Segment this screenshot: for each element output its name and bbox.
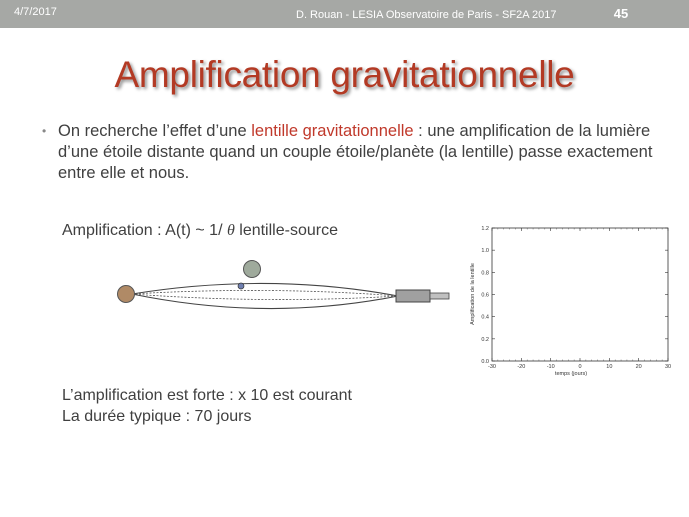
y-tick-label: 0.8 [481, 270, 489, 277]
slide-title: Amplification gravitationnelle [114, 54, 575, 95]
lens-star-icon [244, 261, 261, 278]
slide-date: 4/7/2017 [14, 6, 57, 18]
x-tick-label: -10 [546, 364, 555, 370]
telescope-eyepiece-icon [430, 293, 449, 299]
bullet-point [44, 121, 664, 184]
planet-icon [238, 283, 244, 289]
x-tick-label: 0 [578, 364, 582, 370]
y-tick-label: 0.6 [481, 292, 489, 299]
y-tick-label: 1.2 [481, 226, 489, 232]
plot-frame [492, 228, 668, 361]
note-duration: La durée typique : 70 jours [62, 408, 252, 425]
x-tick-label: 30 [664, 364, 672, 370]
light-path-upper [132, 283, 398, 296]
y-axis-label: Amplification de la lentille [470, 263, 476, 325]
highlight-lens: lentille gravitationnelle [251, 122, 414, 140]
amplification-chart [468, 222, 680, 378]
theta-symbol: θ [226, 222, 235, 239]
header-bar [0, 0, 689, 28]
page-number: 45 [613, 6, 629, 21]
formula-suffix: lentille-source [234, 222, 338, 239]
amplification-formula [62, 222, 338, 240]
note-amplification: L’amplification est forte : x 10 est courant [62, 387, 352, 404]
x-axis-label: temps (jours) [554, 371, 588, 377]
lensing-diagram [108, 252, 453, 314]
formula-prefix: Amplification : A(t) ~ 1/ [62, 222, 227, 239]
y-tick-label: 1.0 [481, 248, 489, 255]
x-tick-label: 10 [606, 364, 613, 370]
slide-footer: D. Rouan - LESIA Observatoire de Paris - SF2A 2017 [296, 9, 557, 21]
y-tick-label: 0.2 [481, 336, 489, 343]
x-tick-label: 20 [635, 364, 642, 370]
light-path-dashed-upper [132, 290, 398, 296]
y-tick-label: 0.0 [481, 359, 489, 365]
source-star-icon [118, 286, 135, 303]
x-tick-label: -20 [517, 364, 526, 370]
light-path-dashed-lower [132, 294, 398, 300]
telescope-tube-icon [396, 290, 430, 302]
bullet-text-start: On recherche l’effet d’une [58, 122, 252, 140]
bullet-text-end: : une amplification de la lumière d’une étoile distante quand un couple étoile/planète (la lentille) passe exactement entre elle et nous. [58, 122, 653, 182]
bullet-marker: • [42, 124, 47, 138]
bullet-text [44, 121, 664, 184]
x-tick-label: -30 [488, 364, 496, 370]
y-tick-label: 0.4 [481, 314, 489, 321]
